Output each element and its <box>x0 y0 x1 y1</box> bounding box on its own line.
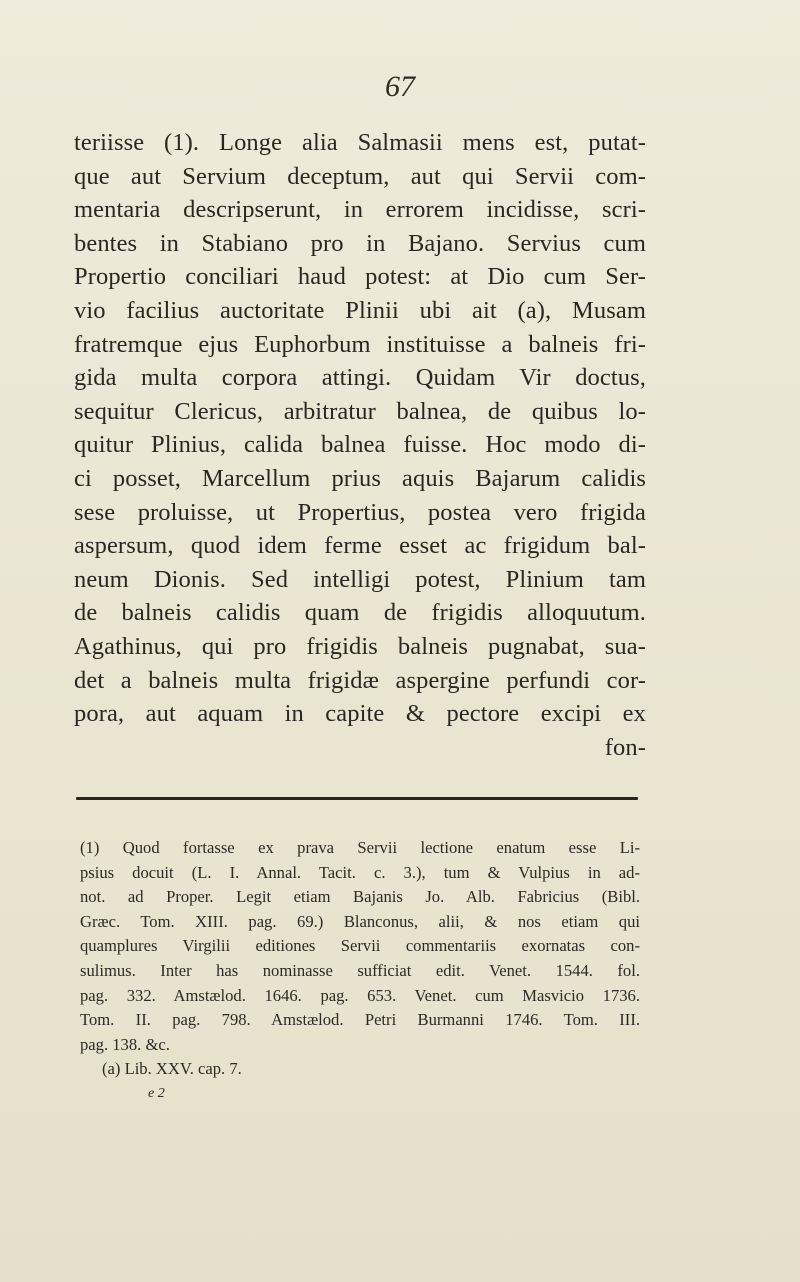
text-line: gida multa corpora attingi. Quidam Vir doctus, <box>74 364 646 392</box>
footnote-line: (1) Quod fortasse ex prava Servii lectione enatum esse Li- <box>80 838 640 857</box>
footnote-line: quamplures Virgilii editiones Servii commentariis exornatas con- <box>80 936 640 956</box>
main-text-block <box>74 126 646 764</box>
footnote-line: sulimus. Inter has nominasse sufficiat edit. Venet. 1544. fol. <box>80 960 640 980</box>
page-number: 67 <box>385 70 415 103</box>
footnote-line: pag. 332. Amstælod. 1646. pag. 653. Venet. cum Masvicio 1736. <box>80 985 640 1005</box>
text-line: que aut Servium deceptum, aut qui Servii com- <box>74 162 646 190</box>
text-line: de balneis calidis quam de frigidis alloquutum. <box>74 599 646 627</box>
signature-mark: e 2 <box>148 1085 165 1101</box>
text-line: vio facilius auctoritate Plinii ubi ait (a), Musam <box>74 296 646 324</box>
footnotes-block <box>80 836 640 1107</box>
footnote-line: Græc. Tom. XIII. pag. 69.) Blanconus, alii, & nos etiam qui <box>80 911 640 931</box>
text-line: ci posset, Marcellum prius aquis Bajarum calidis <box>74 464 646 492</box>
text-line: neum Dionis. Sed intelligi potest, Plinium tam <box>74 565 646 593</box>
text-line: sequitur Clericus, arbitratur balnea, de quibus lo- <box>74 397 646 425</box>
footnote-divider <box>76 797 638 800</box>
text-line: fratremque ejus Euphorbum instituisse a balneis fri- <box>74 330 646 358</box>
footnote-line: not. ad Proper. Legit etiam Bajanis Jo. Alb. Fabricius (Bibl. <box>80 887 640 907</box>
footnote-line: Tom. II. pag. 798. Amstælod. Petri Burmanni 1746. Tom. III. <box>80 1010 640 1030</box>
footnote-line: psius docuit (L. I. Annal. Tacit. c. 3.), tum & Vulpius in ad- <box>80 862 640 882</box>
text-line: quitur Plinius, calida balnea fuisse. Hoc modo di- <box>74 431 646 459</box>
text-line: pora, aut aquam in capite & pectore excipi ex <box>74 700 646 728</box>
text-line: Agathinus, qui pro frigidis balneis pugnabat, sua- <box>74 632 646 660</box>
text-line: aspersum, quod idem ferme esset ac frigidum bal- <box>74 532 646 560</box>
text-line: sese proluisse, ut Propertius, postea vero frigida <box>74 498 646 526</box>
footnote-line: pag. 138. &c. <box>80 1034 170 1054</box>
catchword: fon- <box>604 733 646 761</box>
footnote-line: (a) Lib. XXV. cap. 7. <box>102 1059 242 1079</box>
text-line: bentes in Stabiano pro in Bajano. Servius cum <box>74 229 646 257</box>
text-line: mentaria descripserunt, in errorem incidisse, scri- <box>74 196 646 224</box>
text-line: teriisse (1). Longe alia Salmasii mens est, putat- <box>74 129 646 156</box>
text-line: det a balneis multa frigidæ aspergine perfundi cor- <box>74 666 646 694</box>
text-line: Propertio conciliari haud potest: at Dio cum Ser- <box>74 263 646 291</box>
